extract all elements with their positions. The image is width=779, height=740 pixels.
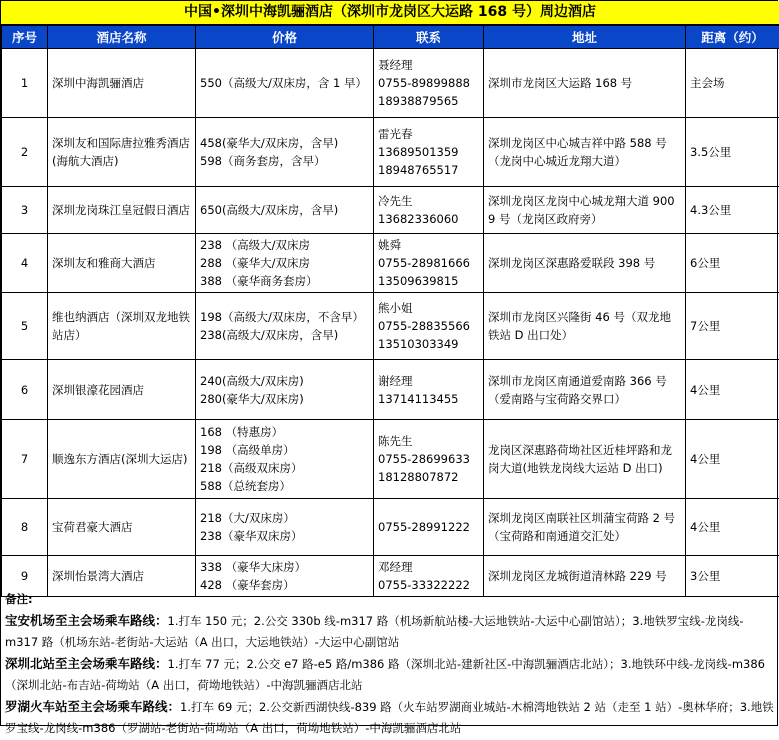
route-separator: ： [155, 656, 168, 671]
column-header-address: 地址 [484, 26, 686, 49]
row-number-cell: 1 [2, 49, 48, 118]
distance-cell: 4.3公里 [686, 187, 779, 234]
address-cell: 深圳龙岗区南联社区圳蒲宝荷路 2 号（宝荷路和南通道交汇处） [484, 499, 686, 556]
contact-line: 0755-33322222 [378, 576, 479, 594]
table-row [2, 499, 779, 556]
price-line: 238（豪华双床房） [200, 527, 369, 545]
distance-cell: 4公里 [686, 360, 779, 420]
price-line: 280(豪华大/双床房) [200, 390, 369, 408]
hotel-table [1, 25, 779, 597]
contact-line: 0755-89899888 [378, 74, 479, 92]
hotel-name-cell: 深圳友和国际唐拉雅秀酒店(海航大酒店) [48, 118, 196, 187]
contact-line: 0755-28991222 [378, 518, 479, 536]
column-header-price: 价格 [196, 26, 374, 49]
price-line: 218（高级双床房） [200, 459, 369, 477]
contact-line: 陈先生 [378, 432, 479, 450]
contact-cell [374, 293, 484, 360]
route-text: 1.打车 77 元；2.公交 e7 路-e5 路/m386 路（深圳北站-建新社区-中海凯骊酒店北站）；3.地铁环中线-龙岗线-m386（深圳北站-布吉站-荷坳站（A 出口，荷坳地铁站）-中海凯骊酒店北站 [5, 657, 765, 692]
address-cell: 深圳龙岗区中心城吉祥中路 588 号（龙岗中心城近龙翔大道） [484, 118, 686, 187]
column-header-no: 序号 [2, 26, 48, 49]
contact-line: 雷光春 [378, 125, 479, 143]
contact-line: 18128807872 [378, 468, 479, 486]
route-item [5, 610, 775, 653]
price-line: 198 （高级单房） [200, 441, 369, 459]
price-line: 288 （豪华大/双床房 [200, 254, 369, 272]
row-number-cell: 3 [2, 187, 48, 234]
route-name: 深圳北站至主会场乘车路线 [5, 656, 155, 671]
price-line: 588（总统套房） [200, 477, 369, 495]
price-cell [196, 499, 374, 556]
price-line: 238(高级大/双床房，含早) [200, 326, 369, 344]
contact-cell [374, 499, 484, 556]
price-cell [196, 118, 374, 187]
address-cell: 深圳龙岗区深惠路爱联段 398 号 [484, 234, 686, 293]
hotel-name-cell: 顺逸东方酒店(深圳大运店) [48, 420, 196, 499]
contact-cell [374, 234, 484, 293]
price-cell [196, 234, 374, 293]
address-cell: 深圳市龙岗区南通道爱南路 366 号（爱南路与宝荷路交界口） [484, 360, 686, 420]
row-number-cell: 7 [2, 420, 48, 499]
table-row [2, 49, 779, 118]
hotel-name-cell: 深圳友和雅商大酒店 [48, 234, 196, 293]
contact-cell [374, 49, 484, 118]
contact-line: 13682336060 [378, 210, 479, 228]
hotel-rows [2, 49, 779, 597]
column-header-distance: 距离（约） [686, 26, 779, 49]
price-cell [196, 360, 374, 420]
table-row [2, 118, 779, 187]
row-number-cell: 6 [2, 360, 48, 420]
row-number-cell: 2 [2, 118, 48, 187]
route-item [5, 653, 775, 696]
table-row [2, 360, 779, 420]
table-row [2, 420, 779, 499]
distance-cell: 6公里 [686, 234, 779, 293]
hotel-name-cell: 深圳龙岗珠江皇冠假日酒店 [48, 187, 196, 234]
price-cell [196, 187, 374, 234]
price-line: 550（高级大/双床房，含 1 早） [200, 74, 369, 92]
address-cell: 龙岗区深惠路荷坳社区近桂坪路和龙岗大道(地铁龙岗线大运站 D 出口) [484, 420, 686, 499]
table-row [2, 234, 779, 293]
contact-line: 13509639815 [378, 272, 479, 290]
notes-heading: 备注: [5, 589, 775, 610]
contact-line: 谢经理 [378, 372, 479, 390]
price-line: 240(高级大/双床房) [200, 372, 369, 390]
row-number-cell: 8 [2, 499, 48, 556]
table-row [2, 293, 779, 360]
distance-cell: 4公里 [686, 420, 779, 499]
row-number-cell: 9 [2, 556, 48, 597]
route-separator: ： [168, 699, 181, 714]
price-line: 388 （豪华商务套房） [200, 272, 369, 290]
contact-line: 18938879565 [378, 92, 479, 110]
row-number-cell: 5 [2, 293, 48, 360]
price-line: 338 （豪华大床房） [200, 558, 369, 576]
column-header-contact: 联系 [374, 26, 484, 49]
price-line: 650(高级大/双床房，含早) [200, 201, 369, 219]
distance-cell: 主会场 [686, 49, 779, 118]
contact-line: 0755-28835566 [378, 317, 479, 335]
contact-line: 13510303349 [378, 335, 479, 353]
contact-line: 冷先生 [378, 192, 479, 210]
route-text: 1.打车 69 元；2.公交新西湖快线-839 路（火车站罗湖商业城站-木棉湾地铁站 2 站（走至 1 站）-奥林华府；3.地铁罗宝线-龙岗线-m386（罗湖站-老街站-荷坳站（A 出口，荷坳地铁站）-中海凯骊酒店北站 [5, 700, 774, 735]
address-cell: 深圳龙岗区龙城街道清林路 229 号 [484, 556, 686, 597]
route-text: 1.打车 150 元；2.公交 330b 线-m317 路（机场新航站楼-大运地铁站-大运中心副馆站）；3.地铁罗宝线-龙岗线-m317 路（机场东站-老街站-大运站（A 出口，大运地铁站）-大运中心副馆站 [5, 614, 744, 649]
column-header-name: 酒店名称 [48, 26, 196, 49]
hotel-name-cell: 深圳银濠花园酒店 [48, 360, 196, 420]
contact-line: 13689501359 [378, 143, 479, 161]
price-line: 238 （高级大/双床房 [200, 236, 369, 254]
hotel-name-cell: 深圳中海凯骊酒店 [48, 49, 196, 118]
address-cell: 深圳龙岗区龙岗中心城龙翔大道 9009 号（龙岗区政府旁） [484, 187, 686, 234]
contact-cell [374, 360, 484, 420]
address-cell: 深圳市龙岗区大运路 168 号 [484, 49, 686, 118]
price-cell [196, 49, 374, 118]
price-line: 458(豪华大/双床房，含早) [200, 134, 369, 152]
route-item [5, 696, 775, 739]
price-line: 168 （特惠房） [200, 423, 369, 441]
hotel-name-cell: 宝荷君豪大酒店 [48, 499, 196, 556]
hotel-name-cell: 维也纳酒店（深圳双龙地铁站店） [48, 293, 196, 360]
table-row [2, 187, 779, 234]
route-name: 宝安机场至主会场乘车路线 [5, 613, 155, 628]
price-line: 428 （豪华套房） [200, 576, 369, 594]
route-name: 罗湖火车站至主会场乘车路线 [5, 699, 168, 714]
price-cell [196, 420, 374, 499]
sheet-title: 中国•深圳中海凯骊酒店（深圳市龙岗区大运路 168 号）周边酒店 [1, 1, 779, 25]
contact-line: 聂经理 [378, 56, 479, 74]
route-separator: ： [155, 613, 168, 628]
contact-line: 0755-28699633 [378, 450, 479, 468]
distance-cell: 3公里 [686, 556, 779, 597]
distance-cell: 7公里 [686, 293, 779, 360]
distance-cell: 3.5公里 [686, 118, 779, 187]
contact-line: 姚舜 [378, 236, 479, 254]
contact-line: 13714113455 [378, 390, 479, 408]
contact-line: 邓经理 [378, 558, 479, 576]
price-line: 598（商务套房，含早） [200, 152, 369, 170]
table-header-row [2, 26, 779, 49]
price-line: 198（高级大/双床房，不含早） [200, 308, 369, 326]
contact-cell [374, 420, 484, 499]
hotel-name-cell: 深圳怡景湾大酒店 [48, 556, 196, 597]
price-line: 218（大/双床房） [200, 509, 369, 527]
contact-line: 0755-28981666 [378, 254, 479, 272]
notes-section [1, 588, 779, 740]
address-cell: 深圳市龙岗区兴隆街 46 号（双龙地铁站 D 出口处） [484, 293, 686, 360]
distance-cell: 4公里 [686, 499, 779, 556]
contact-cell [374, 118, 484, 187]
contact-line: 熊小姐 [378, 299, 479, 317]
row-number-cell: 4 [2, 234, 48, 293]
price-cell [196, 293, 374, 360]
contact-cell [374, 187, 484, 234]
contact-line: 18948765517 [378, 161, 479, 179]
